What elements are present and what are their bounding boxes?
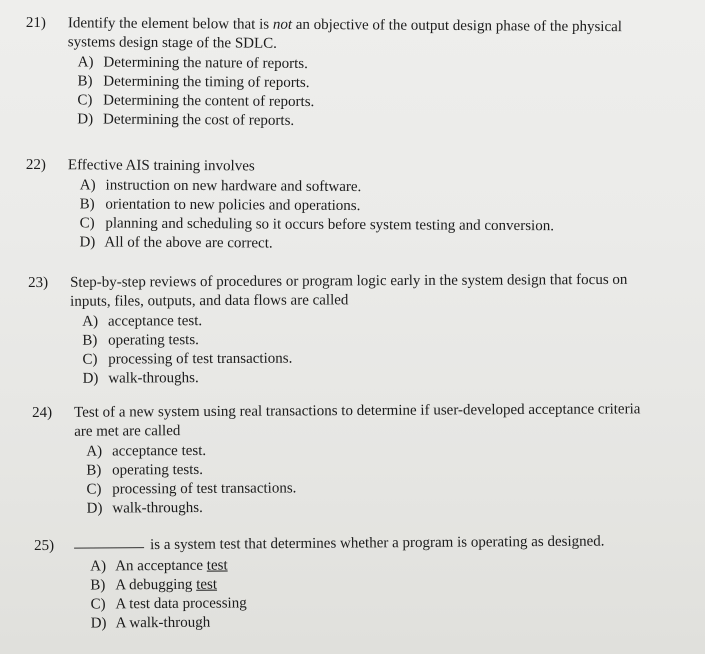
option-a: A) acceptance test. bbox=[82, 313, 203, 330]
option-d: D) Determining the cost of reports. bbox=[77, 111, 295, 129]
option-b: B) orientation to new policies and operations. bbox=[79, 196, 361, 215]
question-number: 24) bbox=[32, 404, 53, 421]
emphasis-not: not bbox=[272, 16, 293, 33]
answer-options bbox=[77, 53, 658, 133]
question-text: is a system test that determines whether a program is operating as designed. bbox=[74, 532, 664, 556]
answer-options bbox=[90, 553, 665, 634]
question-number: 25) bbox=[34, 537, 55, 554]
answer-blank bbox=[74, 547, 144, 549]
option-d: D) All of the above are correct. bbox=[79, 234, 273, 252]
question-text: Test of a new system using real transactions to determine if user-developed acceptance criteria are met are called bbox=[74, 401, 641, 440]
question-21 bbox=[25, 14, 658, 133]
answer-options bbox=[86, 439, 644, 518]
option-d: D) A walk-through bbox=[90, 614, 211, 632]
option-a: A) An acceptance test bbox=[90, 557, 228, 575]
question-24 bbox=[32, 400, 645, 519]
question-23 bbox=[28, 271, 651, 389]
question-number: 22) bbox=[25, 156, 46, 174]
option-b: B) operating tests. bbox=[86, 461, 204, 479]
answer-options bbox=[82, 310, 650, 389]
question-text: Step-by-step reviews of procedures or program logic early in the system design that focus on inputs, files, outputs, and data flows are called bbox=[70, 271, 628, 310]
option-c: C) processing of test transactions. bbox=[82, 350, 293, 368]
option-b: B) A debugging test bbox=[90, 576, 218, 594]
option-c: C) A test data processing bbox=[90, 595, 247, 613]
question-number: 23) bbox=[28, 274, 49, 291]
option-c: C) Determining the content of reports. bbox=[77, 92, 315, 111]
option-d: D) walk-throughs. bbox=[82, 370, 199, 387]
question-number: 21) bbox=[25, 14, 46, 32]
option-c: C) processing of test transactions. bbox=[86, 480, 297, 498]
option-a: A) acceptance test. bbox=[86, 442, 207, 460]
option-c: C) planning and scheduling so it occurs before system testing and conversion. bbox=[79, 215, 555, 235]
option-b: B) Determining the timing of reports. bbox=[77, 73, 310, 91]
option-d: D) walk-throughs. bbox=[86, 499, 203, 517]
option-a: A) Determining the nature of reports. bbox=[77, 54, 308, 72]
option-b: B) operating tests. bbox=[82, 332, 199, 349]
option-a: A) instruction on new hardware and software. bbox=[79, 177, 362, 196]
question-text: Identify the element below that is not an objective of the output design phase of the physical systems design stage of the SDLC. bbox=[67, 15, 623, 52]
answer-options bbox=[79, 176, 657, 256]
question-text: Effective AIS training involves bbox=[67, 157, 255, 175]
question-25 bbox=[34, 532, 665, 634]
question-22 bbox=[25, 156, 658, 256]
